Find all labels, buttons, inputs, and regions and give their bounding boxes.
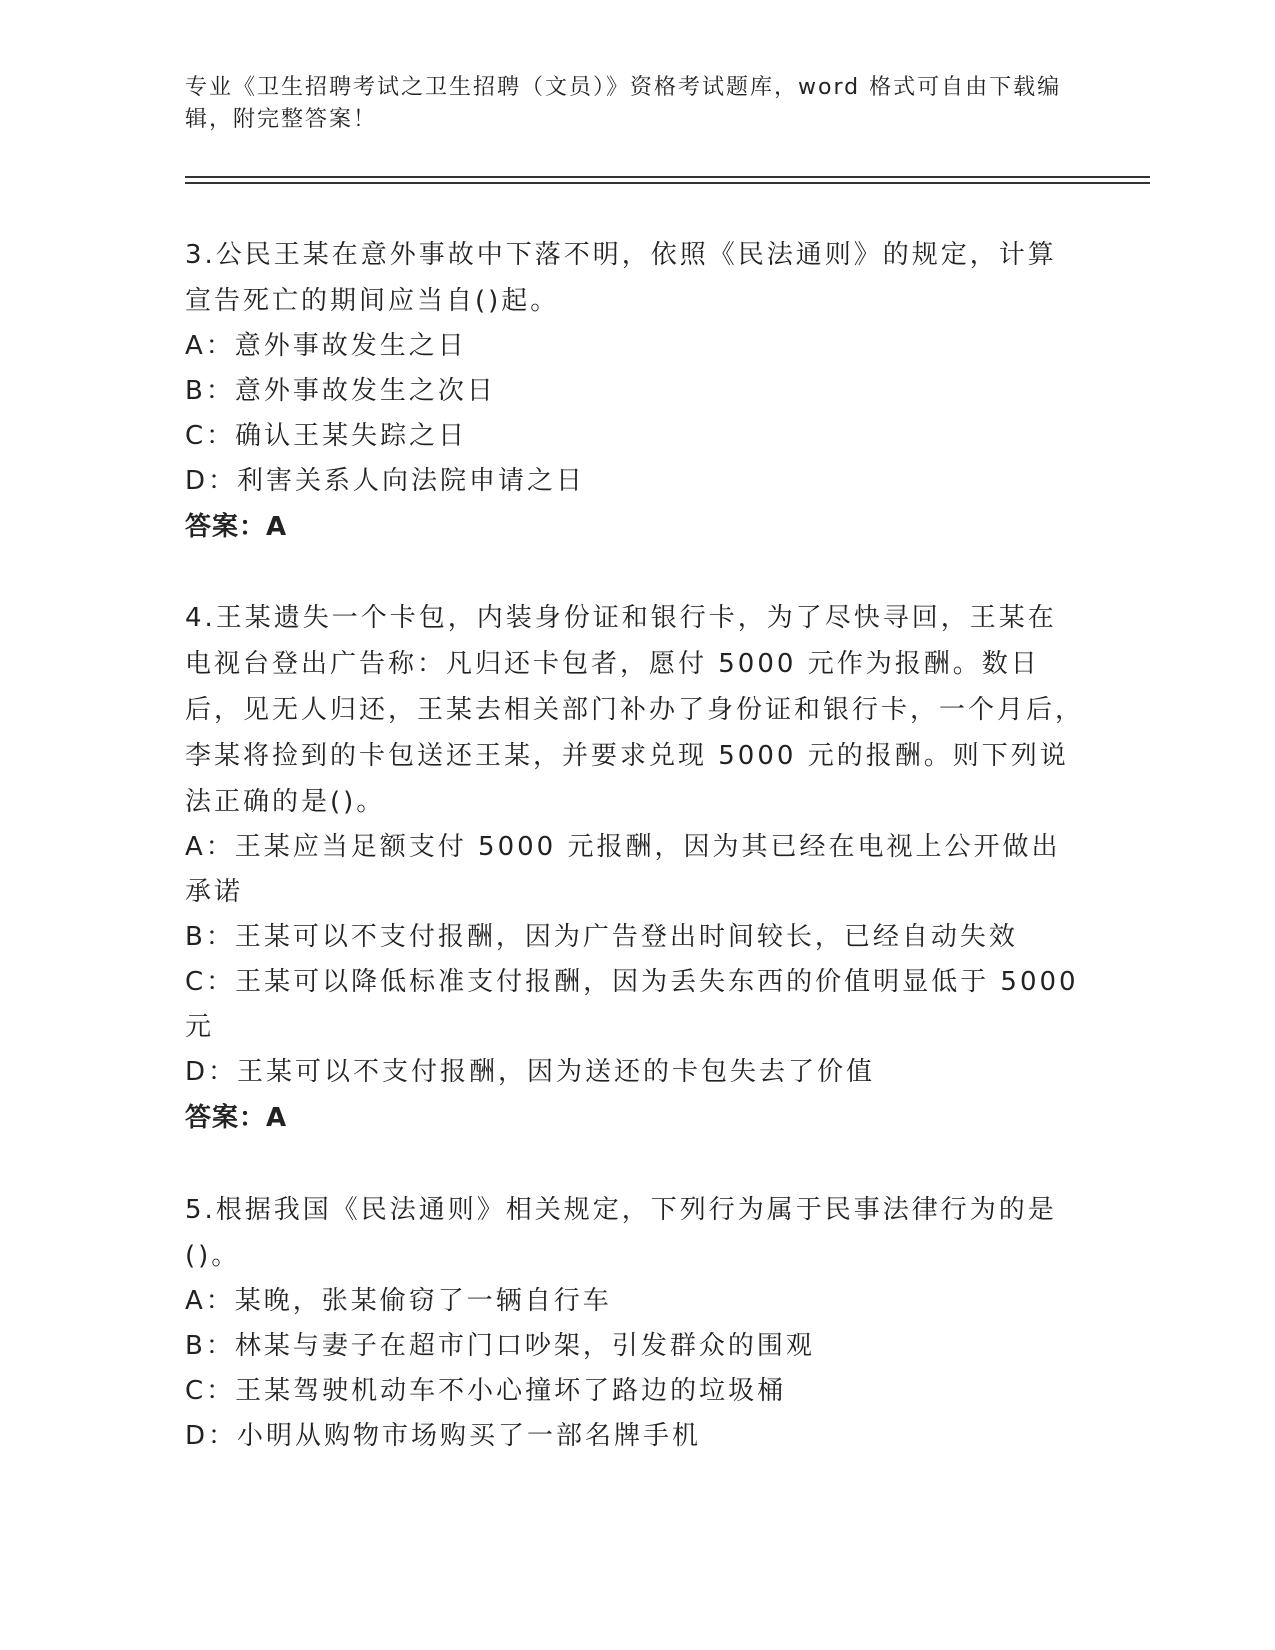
option-d: D：小明从购物市场购买了一部名牌手机 (185, 1421, 702, 1451)
header-divider-top (185, 176, 1150, 178)
option-d: D：王某可以不支付报酬，因为送还的卡包失去了价值 (185, 1057, 876, 1087)
option-a: A：意外事故发生之日 (185, 331, 467, 361)
document-header: 专业《卫生招聘考试之卫生招聘（文员）》资格考试题库，word 格式可自由下载编辑，附完整答案！ (185, 75, 1062, 132)
question-3 (185, 232, 1085, 550)
option-a: A：某晚，张某偷窃了一辆自行车 (185, 1286, 612, 1316)
question-stem: 5.根据我国《民法通则》相关规定，下列行为属于民事法律行为的是()。 (185, 1195, 1057, 1271)
question-stem: 3.公民王某在意外事故中下落不明，依照《民法通则》的规定，计算宣告死亡的期间应当自()起。 (185, 240, 1057, 316)
option-b: B：林某与妻子在超市门口吵架，引发群众的围观 (185, 1331, 815, 1361)
option-a: A：王某应当足额支付 5000 元报酬，因为其已经在电视上公开做出承诺 (185, 832, 1061, 907)
answer: 答案：A (185, 1103, 288, 1133)
option-c: C：王某驾驶机动车不小心撞坏了路边的垃圾桶 (185, 1376, 787, 1406)
question-4 (185, 595, 1085, 1141)
option-d: D：利害关系人向法院申请之日 (185, 466, 586, 496)
question-5 (185, 1187, 1085, 1459)
option-c: C：王某可以降低标准支付报酬，因为丢失东西的价值明显低于 5000 元 (185, 967, 1079, 1042)
option-c: C：确认王某失踪之日 (185, 421, 468, 451)
option-b: B：王某可以不支付报酬，因为广告登出时间较长，已经自动失效 (185, 922, 1018, 952)
header-divider-bottom (185, 182, 1150, 184)
option-b: B：意外事故发生之次日 (185, 376, 496, 406)
answer: 答案：A (185, 512, 288, 542)
question-stem: 4.王某遗失一个卡包，内装身份证和银行卡，为了尽快寻回，王某在电视台登出广告称：凡归还卡包者，愿付 5000 元作为报酬。数日后，见无人归还，王某去相关部门补办了身份证和银行卡，一个月后，李某将捡到的卡包送还王某，并要求兑现 5000 元的报酬。则下列说法正确的是()。 (185, 603, 1085, 817)
